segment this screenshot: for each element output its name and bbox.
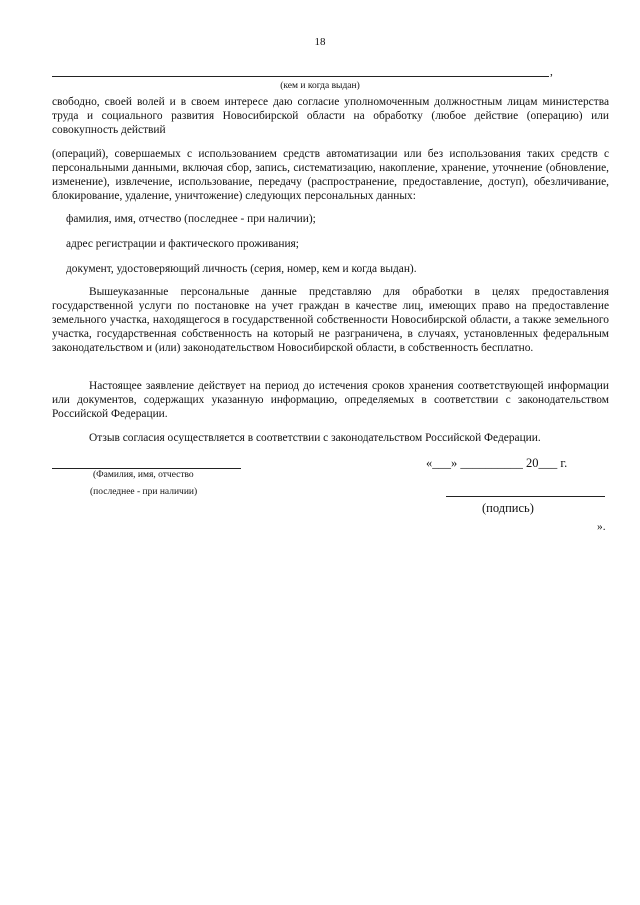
issued-by-caption: (кем и когда выдан): [280, 81, 360, 91]
page-number: 18: [314, 36, 326, 48]
closing-mark: ».: [597, 521, 606, 533]
name-caption-line-2: (последнее - при наличии): [90, 487, 198, 497]
consent-paragraph-1: свободно, своей волей и в своем интересе даю согласие уполномоченным должностным лицам министерства труда и социального развития Новосибирской области на обработку (любое действие (операцию) или совокупность действий: [52, 96, 609, 137]
data-item-full-name: фамилия, имя, отчество (последнее - при наличии);: [66, 213, 316, 225]
date-field: «___» __________ 20___ г.: [426, 456, 568, 470]
data-item-identity-document: документ, удостоверяющий личность (серия, номер, кем и когда выдан).: [66, 263, 417, 275]
validity-paragraph: Настоящее заявление действует на период до истечения сроков хранения соответствующей информации или документов, содержащих указанную информацию, определяемых в соответствии с законодательством Российской Федерации.: [52, 380, 609, 421]
consent-paragraph-2: (операций), совершаемых с использованием средств автоматизации или без использования таких средств с персональными данными, включая сбор, запись, систематизацию, накопление, хранение, уточнение (обновление, изменение), извлечение, использование, передачу (распространение, предоставление, доступ), обезличивание, блокирование, удаление, уничтожение) следующих персональных данных:: [52, 148, 609, 203]
data-item-address: адрес регистрации и фактического проживания;: [66, 238, 299, 250]
issued-line-comma: ,: [550, 66, 553, 78]
signature-fill-line: [446, 496, 605, 497]
revocation-paragraph: Отзыв согласия осуществляется в соответствии с законодательством Российской Федерации.: [89, 432, 541, 444]
issued-by-fill-line: [52, 76, 549, 77]
name-caption-line-1: (Фамилия, имя, отчество: [93, 470, 194, 480]
name-fill-line: [52, 468, 241, 469]
signature-caption: (подпись): [482, 501, 534, 515]
purpose-paragraph: Вышеуказанные персональные данные представляю для обработки в целях предоставления государственной услуги по постановке на учет граждан в качестве лиц, имеющих право на предоставление земельного участка, находящегося в государственной собственности Новосибирской области, а также земельного участка, государственная собственность на который не разграничена, в случаях, установленных федеральным законодательством и (или) законодательством Новосибирской области, в собственность бесплатно.: [52, 286, 609, 355]
